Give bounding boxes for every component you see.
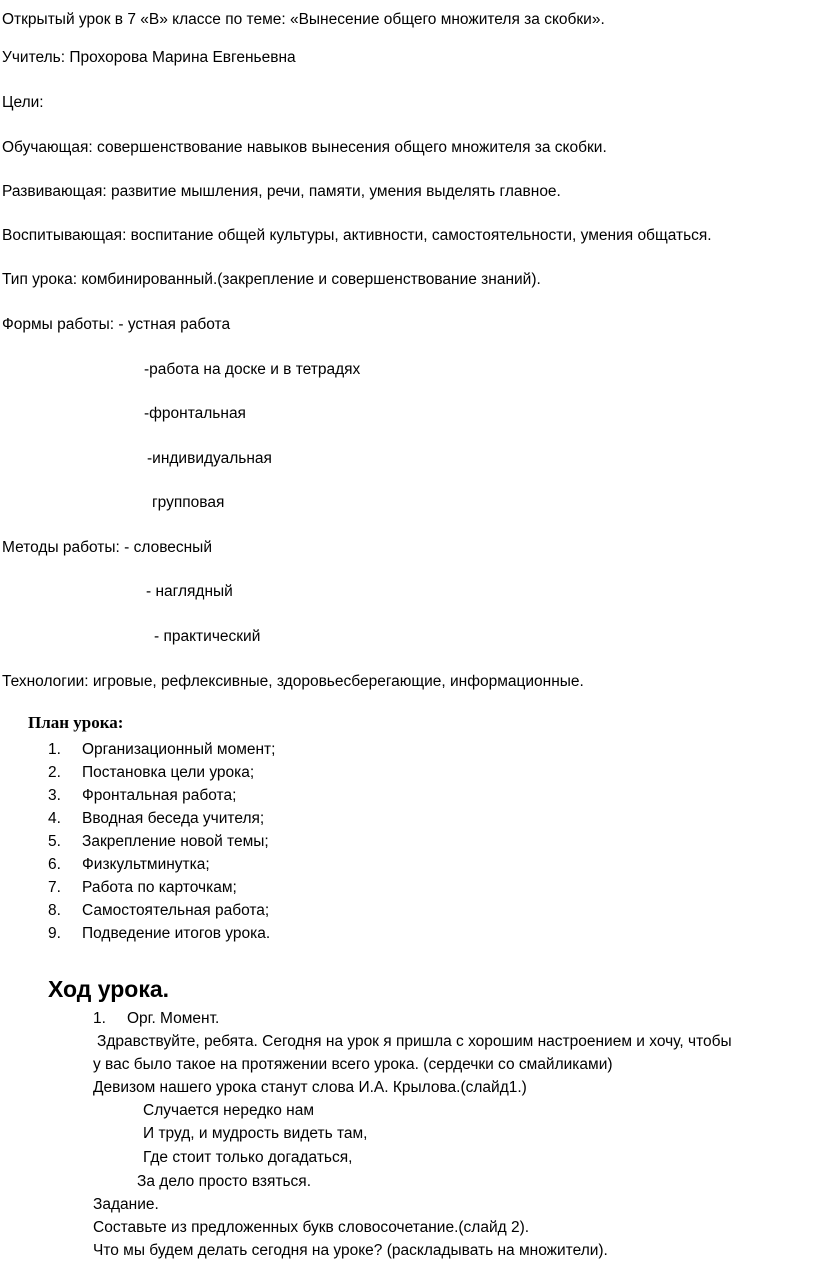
poem-line: Случается нередко нам [143,1102,315,1119]
method-item: - наглядный [146,583,233,600]
list-item-text: Постановка цели урока; [82,764,255,781]
list-item-text: Работа по карточкам; [82,879,237,896]
work-forms-label: Формы работы: - устная работа [2,316,231,333]
lesson-question: Что мы будем делать сегодня на уроке? (раскладывать на множители). [93,1242,608,1259]
list-item-number: 2. [48,764,61,781]
lesson-title: Открытый урок в 7 «В» классе по теме: «Вынесение общего множителя за скобки». [2,11,605,28]
poem-line: За дело просто взяться. [137,1173,312,1190]
greeting-line: Здравствуйте, ребята. Сегодня на урок я пришла с хорошим настроением и хочу, чтобы [97,1033,732,1050]
list-item-text: Самостоятельная работа; [82,902,270,919]
list-item [48,832,269,852]
org-moment [93,1009,219,1029]
list-item-number: 9. [48,925,61,942]
methods-label: Методы работы: - словесный [2,539,212,556]
motto-intro: Девизом нашего урока станут слова И.А. Крылова.(слайд1.) [93,1079,527,1096]
list-item [48,901,269,921]
org-moment-number: 1. [93,1010,106,1027]
list-item-text: Закрепление новой темы; [82,833,269,850]
work-form-item: -фронтальная [144,405,246,422]
work-form-item: -работа на доске и в тетрадях [144,361,361,378]
list-item-text: Физкультминутка; [82,856,210,873]
poem-line: Где стоит только догадаться, [143,1149,353,1166]
task-label: Задание. [93,1196,159,1213]
goal-educational: Обучающая: совершенствование навыков вынесения общего множителя за скобки. [2,139,607,156]
list-item-number: 6. [48,856,61,873]
task-text: Составьте из предложенных букв словосочетание.(слайд 2). [93,1219,530,1236]
list-item-number: 4. [48,810,61,827]
list-item [48,809,264,829]
list-item [48,786,236,806]
list-item [48,763,254,783]
plan-heading: План урока: [28,713,124,732]
lesson-heading: Ход урока. [48,976,170,1002]
list-item-number: 8. [48,902,61,919]
list-item-number: 3. [48,787,61,804]
list-item [48,878,237,898]
goal-upbringing: Воспитывающая: воспитание общей культуры, активности, самостоятельности, умения общаться. [2,227,712,244]
list-item [48,855,210,875]
teacher-name: Учитель: Прохорова Марина Евгеньевна [2,49,296,66]
method-item: - практический [154,628,261,645]
goals-label: Цели: [2,94,44,111]
lesson-type: Тип урока: комбинированный.(закрепление и совершенствование знаний). [2,271,541,288]
list-item-text: Вводная беседа учителя; [82,810,265,827]
list-item-text: Организационный момент; [82,741,276,758]
list-item-number: 5. [48,833,61,850]
list-item-number: 1. [48,741,61,758]
list-item [48,740,275,760]
work-form-item: групповая [152,494,225,511]
goal-developing: Развивающая: развитие мышления, речи, памяти, умения выделять главное. [2,183,561,200]
greeting-line: у вас было такое на протяжении всего урока. (сердечки со смайликами) [93,1056,613,1073]
list-item-number: 7. [48,879,61,896]
poem-line: И труд, и мудрость видеть там, [143,1125,368,1142]
work-form-item: -индивидуальная [147,450,272,467]
org-moment-title: Орг. Момент. [127,1010,220,1027]
list-item-text: Фронтальная работа; [82,787,237,804]
list-item [48,924,270,944]
technologies: Технологии: игровые, рефлексивные, здоровьесберегающие, информационные. [2,673,584,690]
list-item-text: Подведение итогов урока. [82,925,271,942]
